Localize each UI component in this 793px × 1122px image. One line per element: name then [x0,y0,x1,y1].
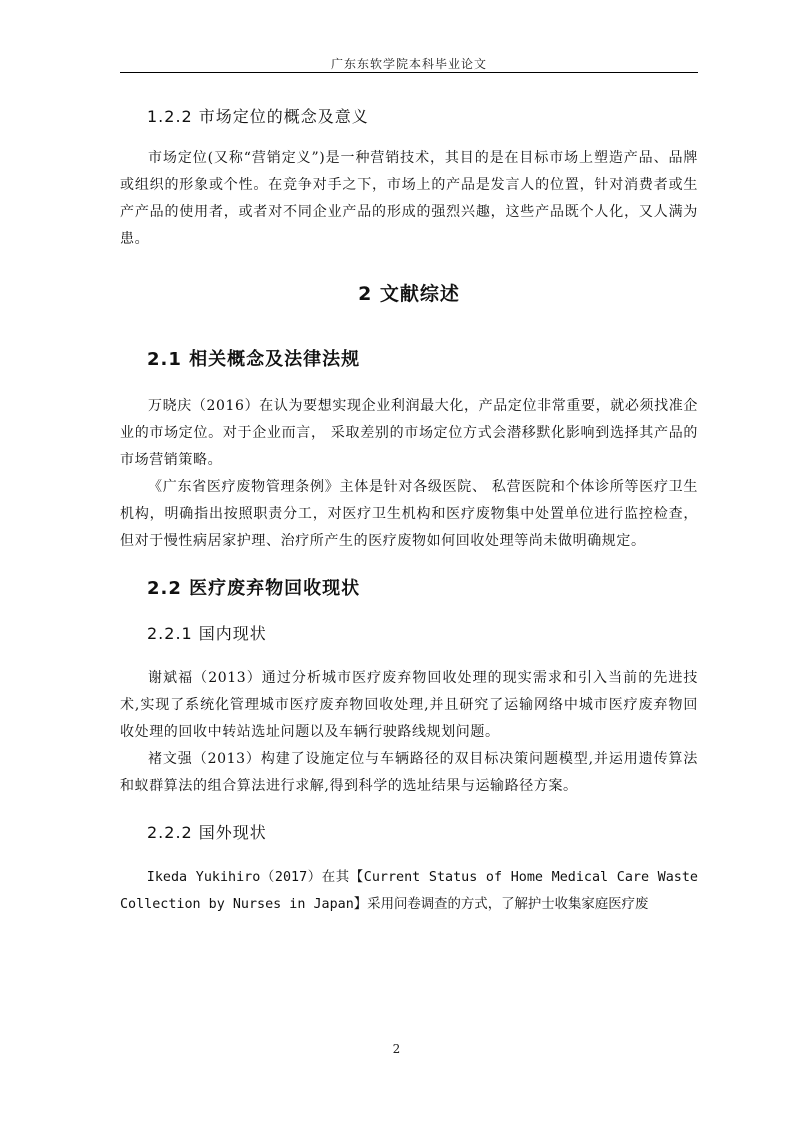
heading-2-2-2: 2.2.2 国外现状 [147,823,267,842]
paragraph-xie-binfu: 谢斌福（2013）通过分析城市医疗废弃物回收处理的现实需求和引入当前的先进技术,实现了系统化管理城市医疗废弃物回收处理,并且研究了运输网络中城市医疗废弃物回收处理的回收中转站选址问题以及车辆行驶路线规划问题。 [120,670,698,740]
paragraph-guangdong-regulation: 《广东省医疗废物管理条例》主体是针对各级医院、 私营医院和个体诊所等医疗卫生机构，明确指出按照职责分工，对医疗卫生机构和医疗废物集中处置单位进行监控检查，但对于慢性病居家护理、治疗所产生的医疗废物如何回收处理等尚未做明确规定。 [120,479,698,549]
chapter-2-title: 2 文献综述 [358,283,460,305]
heading-2-2: 2.2 医疗废弃物回收现状 [147,578,361,599]
paragraph-ikeda-yukihiro: Ikeda Yukihiro（2017）在其【Current Status of Home Medical Care Waste Collection by Nurses in Japan】采用问卷调查的方式，了解护士收集家庭医疗废 [120,870,698,912]
paragraph-chu-wenqiang: 褚文强（2013）构建了设施定位与车辆路径的双目标决策问题模型,并运用遗传算法和蚁群算法的组合算法进行求解,得到科学的选址结果与运输路径方案。 [120,751,698,794]
page-number: 2 [392,1042,401,1056]
running-header: 广东东软学院本科毕业论文 [330,57,487,71]
heading-2-2-1: 2.2.1 国内现状 [147,624,267,643]
heading-2-1: 2.1 相关概念及法律法规 [147,349,361,370]
paragraph-market-positioning: 市场定位(又称“营销定义”)是一种营销技术，其目的是在目标市场上塑造产品、品牌或组织的形象或个性。在竞争对手之下，市场上的产品是发言人的位置，针对消费者或生产产品的使用者，或者对不同企业产品的形成的强烈兴趣，这些产品既个人化，又人满为患。 [120,150,698,247]
heading-1-2-2: 1.2.2 市场定位的概念及意义 [147,107,369,126]
page-content [120,104,698,918]
header-rule [120,72,698,73]
paragraph-wan-xiaoqing: 万晓庆（2016）在认为要想实现企业利润最大化，产品定位非常重要，就必须找准企业的市场定位。对于企业而言， 采取差别的市场定位方式会潜移默化影响到选择其产品的市场营销策略。 [120,398,698,468]
